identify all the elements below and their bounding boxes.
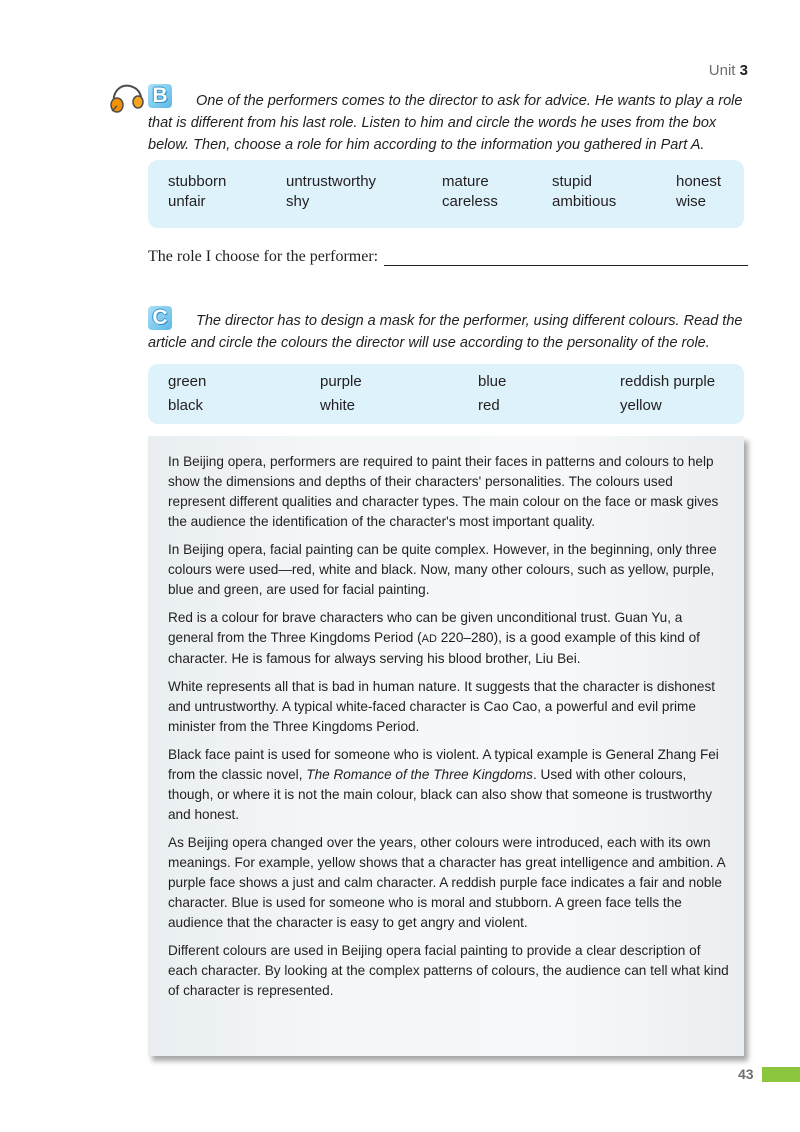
role-answer-line bbox=[148, 248, 748, 266]
colour-item[interactable]: green bbox=[168, 373, 207, 390]
article-paragraph: White represents all that is bad in human nature. It suggests that the character is dishonest and untrustworthy. A typical white-faced character is Cao Cao, a powerful and evil prime minister from the Three Kingdoms Period. bbox=[168, 679, 716, 734]
section-b-badge: B bbox=[148, 84, 172, 108]
unit-label: Unit 3 bbox=[708, 62, 748, 79]
article-paragraph: As Beijing opera changed over the years, other colours were introduced, each with its own meanings. For example, yellow shows that a character has great intelligence and ambition. A purple face shows a just and calm character. A reddish purple face indicates a fair and noble character. Blue is used for someone who is moral and stubborn. A green face tells the audience that the character is easy to get angry and violent. bbox=[168, 835, 725, 930]
article-paragraph: Black face paint is used for someone who is violent. A typical example is General Zhang Fei from the classic novel, The Romance of the Three Kingdoms. Used with other colours, though, or where it is not the main colour, black can also show that someone is trustworthy and honest. bbox=[168, 747, 719, 822]
headphones-icon bbox=[108, 80, 148, 114]
role-answer-blank[interactable] bbox=[384, 251, 748, 266]
section-c-word-box bbox=[148, 364, 744, 424]
word-item[interactable]: wise bbox=[676, 193, 707, 210]
colour-item[interactable]: yellow bbox=[620, 397, 662, 414]
article-paragraph: Red is a colour for brave characters who can be given unconditional trust. Guan Yu, a general from the Three Kingdoms Period (AD 220–280), is a good example of this kind of character. He is famous for always serving his blood brother, Liu Bei. bbox=[168, 610, 700, 666]
word-item[interactable]: stupid bbox=[552, 173, 593, 190]
article-paragraph: In Beijing opera, performers are required to paint their faces in patterns and colours to help show the dimensions and depths of their characters' personalities. The colours used represent different qualities and character types. The main colour on the face or mask gives the audience the identification of the character's most important quality. bbox=[168, 454, 719, 529]
novel-title: The Romance of the Three Kingdoms bbox=[306, 767, 533, 782]
article-paragraph: In Beijing opera, facial painting can be quite complex. However, in the beginning, only three colours were used—red, white and black. Now, many other colours, such as yellow, purple, blue and green, are used for facial painting. bbox=[168, 542, 717, 597]
word-item[interactable]: stubborn bbox=[168, 173, 227, 190]
colour-item[interactable]: reddish purple bbox=[620, 373, 716, 390]
word-item[interactable]: shy bbox=[286, 193, 310, 210]
section-c-instruction: The director has to design a mask for the performer, using different colours. Read the article and circle the colours the director will use according to the personality of the role. bbox=[148, 313, 743, 351]
article-paragraph: Different colours are used in Beijing opera facial painting to provide a clear description of each character. By looking at the complex patterns of colours, the audience can tell what kind of character is represented. bbox=[168, 943, 729, 998]
word-item[interactable]: careless bbox=[442, 193, 498, 210]
role-prompt: The role I choose for the performer: bbox=[148, 248, 379, 265]
page-number-bar bbox=[762, 1067, 800, 1082]
word-item[interactable]: honest bbox=[676, 173, 722, 190]
page-number: 43 bbox=[738, 1066, 754, 1082]
colour-item[interactable]: purple bbox=[320, 373, 362, 390]
word-item[interactable]: mature bbox=[442, 173, 489, 190]
word-item[interactable]: untrustworthy bbox=[286, 173, 377, 190]
section-b-instruction: One of the performers comes to the director to ask for advice. He wants to play a role that is different from his last role. Listen to him and circle the words he uses from the box below. Then, choose a role for him according to the information you gathered in Part A. bbox=[148, 93, 743, 153]
section-b-word-box bbox=[148, 160, 744, 228]
section-c-badge: C bbox=[148, 306, 172, 330]
article-panel bbox=[148, 436, 744, 1056]
word-item[interactable]: unfair bbox=[168, 193, 206, 210]
colour-item[interactable]: black bbox=[168, 397, 204, 414]
colour-item[interactable]: blue bbox=[478, 373, 507, 390]
article-text bbox=[168, 452, 730, 1009]
word-item[interactable]: ambitious bbox=[552, 193, 617, 210]
unit-number: 3 bbox=[739, 62, 748, 79]
colour-item[interactable]: white bbox=[320, 397, 356, 414]
colour-item[interactable]: red bbox=[478, 397, 500, 414]
